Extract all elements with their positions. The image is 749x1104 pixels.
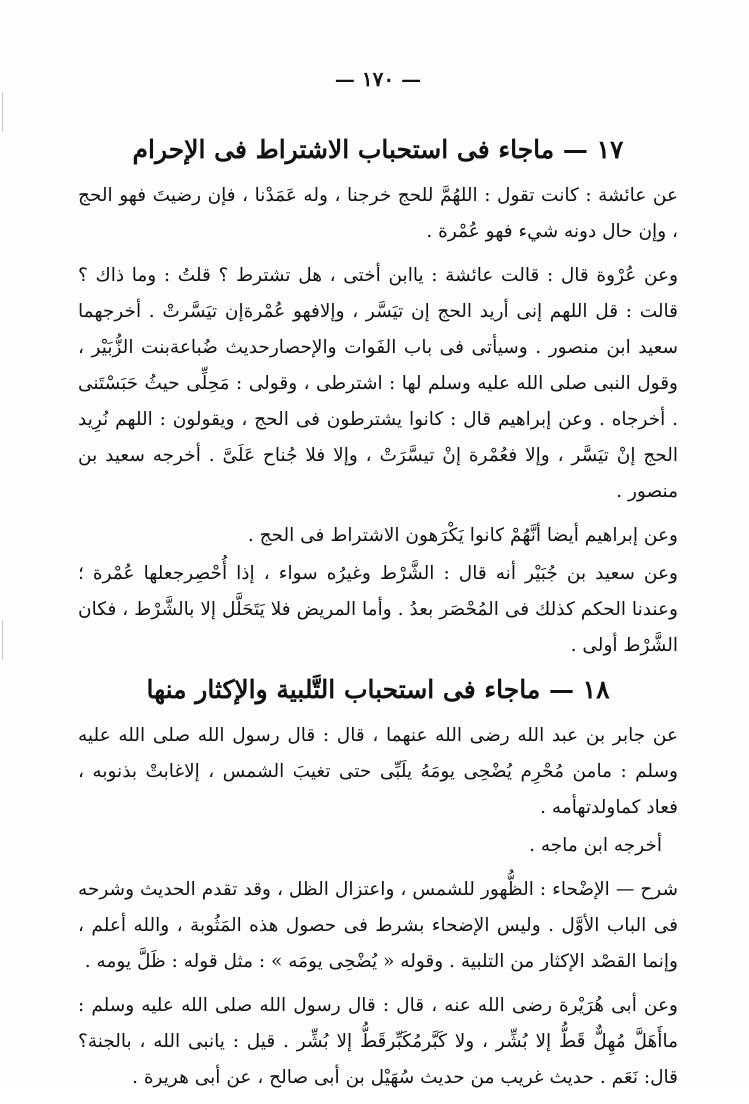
section-18 <box>78 672 678 1096</box>
paragraph: وعن إبراهيم أيضا أنَّهُمْ كانوا يَكْرَهون الاشتراط فى الحج . <box>247 525 678 546</box>
commentary-paragraph: شرح — الإضْحاء : الظُّهور للشمس ، واعتزال الظل ، وقد تقدم الحديث وشرحه فى الباب الأوَّل . وليس الإضحاء بشرط فى حصول هذه المَثُوبة ، والله أعلم ، وإنما القصْد الإكثار من التلبية . وقوله « يُضْحِى يومَه » : مثل قوله : ظَلَّ يومه . <box>78 879 678 972</box>
scan-edge-mark <box>2 620 3 660</box>
paragraph: وعن عُرْوة قال : قالت عائشة : ياابن أختى ، هل تشترط ؟ قلتُ : وما ذاك ؟ قالت : قل اللهم إنى أريد الحج إن تيَسَّر ، وإلافهو عُمْرةإن تيَسَّرتْ . أخرجهما سعيد ابن منصور . وسيأتى فى باب الفَوات والإحصارحديث ضُباعةبنت الزُّبَيْر ، وقول النبى صلى الله عليه وسلم لها : اشترطى ، وقولى : مَحِلِّى حيثُ حَبَسْتَنى . أخرجاه . وعن إبراهيم قال : كانوا يشترطون فى الحج ، ويقولون : اللهم نُرِيد الحج إنْ تيَسَّر ، وإلا فعُمْرة إنْ تيسَّرَتْ ، وإلا فلا جُناح عَلَىَّ . أخرجه سعيد بن منصور . <box>78 265 678 502</box>
page-content <box>78 62 678 1104</box>
paragraph: وعن سعيد بن جُبَيْر أنه قال : الشَّرْط وغيرُه سواء ، إذا أُحْصِرجعلها عُمْرة ؛ وعندنا الحكم كذلك فى المُحْصَر بعدُ . وأما المريض فلا يَتَحَلَّل إلا بالشَّرْط ، فكان الشَّرْط أولى . <box>78 563 678 656</box>
source-citation: أخرجه ابن ماجه . <box>529 835 662 856</box>
paragraph: عن جابر بن عبد الله رضى الله عنهما ، قال : قال رسول الله صلى الله عليه وسلم : مامن مُحْرِم يُضْحِى يومَهُ يلَبِّى حتى تغيبَ الشمس ، إلاغابتْ بذنوبه ، فعاد كماولدتهأمه . <box>78 725 678 818</box>
chapter-heading: ١٧ — ماجاء فى استحباب الاشتراط فى الإحرام <box>132 135 624 164</box>
chapter-heading: ١٨ — ماجاء فى استحباب التَّلبية والإكثار منها <box>146 675 610 704</box>
scan-edge-mark <box>2 92 3 132</box>
page-number: — ١٧٠ — <box>334 67 422 91</box>
paragraph: عن عائشة : كانت تقول : اللهُمَّ للحج خرجنا ، وله عَمَدْنا ، فإن رضيتَ فهو الحج ، وإن حال دونه شيء فهو عُمْرة . <box>78 185 678 242</box>
section-17 <box>78 132 678 664</box>
paragraph: وعن أبى هُرَيْرة رضى الله عنه ، قال : قال رسول الله صلى الله عليه وسلم : ماأَهَلَّ مُهِلٌّ قَطُّ إلا بُشِّر ، ولا كَبَّرمُكَبِّرقَطُّ إلا بُشِّر . قيل : يانبى الله ، بالجنة؟ قال: نَعَم . حديث غريب من حديث سُهَيْل بن أبى صالح ، عن أبى هريرة . <box>78 995 678 1088</box>
